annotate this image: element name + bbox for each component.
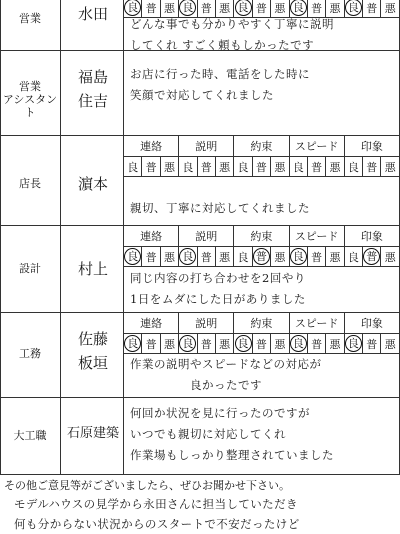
rating-option-label: 普 — [255, 1, 267, 15]
rating-option[interactable] — [142, 247, 160, 267]
rating-table-construction — [123, 312, 400, 354]
rating-option-label: 悪 — [329, 1, 341, 15]
rating-option[interactable] — [179, 334, 197, 354]
rating-option-label: 良 — [237, 160, 249, 174]
rating-option-label: 良 — [347, 160, 359, 174]
rating-option[interactable] — [381, 247, 400, 267]
rating-grade-row — [124, 334, 400, 354]
rating-option-label: 普 — [311, 337, 323, 351]
rating-option[interactable] — [215, 334, 233, 354]
rating-option[interactable] — [363, 247, 381, 267]
rating-option[interactable] — [197, 334, 215, 354]
rating-header: 印象 — [344, 136, 399, 157]
rating-option-label: 悪 — [219, 1, 231, 15]
comment-sales-assistant — [130, 64, 310, 106]
rating-option-label: 悪 — [163, 1, 175, 15]
rating-option[interactable] — [271, 247, 289, 267]
rating-option-label: 普 — [145, 1, 157, 15]
rating-option[interactable] — [271, 157, 289, 177]
staff-name-sales: 水田 — [77, 5, 108, 23]
rating-option-label: 普 — [200, 337, 212, 351]
rating-option-label: 悪 — [274, 250, 286, 264]
rating-option-label: 普 — [145, 160, 157, 174]
rating-grade-row — [124, 247, 400, 267]
role-label-design: 設計 — [19, 262, 41, 275]
rating-option[interactable] — [307, 334, 325, 354]
rating-option[interactable] — [197, 157, 215, 177]
rating-option-label: 悪 — [274, 1, 286, 15]
rating-option[interactable] — [215, 247, 233, 267]
rating-option-label: 普 — [145, 250, 157, 264]
comment-line: モデルハウスの見学から永田さんに担当していただき — [14, 497, 298, 511]
rating-option[interactable] — [271, 334, 289, 354]
rating-option-label: 良 — [182, 160, 194, 174]
rating-option[interactable] — [124, 247, 142, 267]
rating-option-label: 悪 — [329, 337, 341, 351]
rating-header: 約束 — [234, 136, 289, 157]
comment-line: 笑顔で対応してくれました — [130, 88, 274, 102]
rating-header-row — [124, 136, 400, 157]
rating-option-label: 良 — [179, 0, 196, 16]
rating-option-label: 良 — [124, 0, 141, 16]
rating-header-row — [124, 226, 400, 247]
rating-option[interactable] — [289, 157, 307, 177]
rating-option[interactable] — [142, 157, 160, 177]
rating-option[interactable] — [344, 334, 362, 354]
rating-grade-row — [124, 157, 400, 177]
rating-option-label: 悪 — [219, 250, 231, 264]
rating-option[interactable] — [252, 157, 270, 177]
rating-option-label: 悪 — [384, 337, 396, 351]
rating-option[interactable] — [124, 334, 142, 354]
rating-option-label: 悪 — [384, 250, 396, 264]
rating-option-label: 普 — [200, 250, 212, 264]
rating-header: 連絡 — [124, 226, 179, 247]
rating-header: 約束 — [234, 313, 289, 334]
comment-line: 作業の説明やスピードなどの対応が — [130, 357, 322, 371]
rating-header: スピード — [289, 226, 344, 247]
rating-option[interactable] — [344, 157, 362, 177]
rating-option-label: 悪 — [163, 160, 175, 174]
rating-option-label: 普 — [311, 250, 323, 264]
rating-option-label: 普 — [366, 160, 378, 174]
rating-option[interactable] — [124, 157, 142, 177]
role-label-construction: 工務 — [19, 347, 41, 360]
comment-line: どんな事でも分かりやすく丁寧に説明 — [130, 17, 334, 31]
rating-header: 印象 — [344, 313, 399, 334]
rating-option-label: 良 — [292, 160, 304, 174]
rating-option[interactable] — [160, 247, 178, 267]
role-label-store-manager: 店長 — [19, 177, 41, 190]
rating-option[interactable] — [363, 334, 381, 354]
rating-option-label: 普 — [363, 248, 380, 265]
frame-left-border — [0, 0, 1, 474]
comment-line: 作業場もしっかり整理されていました — [130, 448, 334, 462]
comment-carpenter — [130, 403, 334, 466]
rating-option-label: 悪 — [219, 160, 231, 174]
rating-option[interactable] — [234, 157, 252, 177]
rating-option-label: 普 — [255, 337, 267, 351]
role-label-carpenter: 大工職 — [13, 429, 47, 442]
rating-option[interactable] — [160, 157, 178, 177]
rating-header: スピード — [289, 313, 344, 334]
rating-option-label: 普 — [200, 160, 212, 174]
rating-option[interactable] — [215, 157, 233, 177]
rating-option[interactable] — [179, 157, 197, 177]
rating-header: 連絡 — [124, 313, 179, 334]
rating-option-label: 良 — [345, 0, 362, 16]
rating-option[interactable] — [252, 334, 270, 354]
rating-option[interactable] — [344, 0, 362, 18]
comment-line: お店に行った時、電話をした時に — [130, 67, 310, 81]
rating-option-label: 良 — [124, 335, 141, 352]
rating-header: 連絡 — [124, 136, 179, 157]
rating-option-label: 良 — [290, 248, 307, 265]
rating-header: 印象 — [344, 226, 399, 247]
rating-option-label: 悪 — [163, 337, 175, 351]
rating-option[interactable] — [307, 247, 325, 267]
rating-option[interactable] — [381, 0, 400, 18]
rating-option[interactable] — [289, 334, 307, 354]
rating-option[interactable] — [326, 157, 344, 177]
staff-name-sales-assistant: 福島 住吉 — [77, 68, 108, 110]
rating-option[interactable] — [344, 247, 362, 267]
comment-sales — [130, 14, 334, 56]
rating-option-label: 普 — [255, 160, 267, 174]
rating-option[interactable] — [326, 247, 344, 267]
rating-option-label: 悪 — [163, 250, 175, 264]
rating-option[interactable] — [307, 157, 325, 177]
rating-option[interactable] — [381, 334, 400, 354]
comment-construction — [130, 354, 322, 396]
rating-table-design — [123, 225, 400, 267]
staff-name-carpenter: 石原建築 — [66, 426, 119, 441]
rating-option[interactable] — [363, 0, 381, 18]
rating-header: 説明 — [179, 313, 234, 334]
role-column-divider — [60, 0, 61, 474]
role-label-sales-assistant: 営業 アシスタント — [2, 80, 58, 119]
rating-header: 説明 — [179, 226, 234, 247]
rating-option-label: 悪 — [219, 337, 231, 351]
rating-option[interactable] — [289, 247, 307, 267]
rating-option[interactable] — [234, 247, 252, 267]
rating-option-label: 普 — [366, 337, 378, 351]
row-divider — [0, 474, 400, 475]
rating-option-label: 良 — [235, 0, 252, 16]
comment-line: 同じ内容の打ち合わせを2回やり — [130, 271, 306, 285]
role-label-sales: 営業 — [19, 12, 41, 25]
rating-header: 説明 — [179, 136, 234, 157]
rating-option-label: 普 — [366, 1, 378, 15]
rating-option-label: 良 — [290, 335, 307, 352]
rating-option[interactable] — [234, 334, 252, 354]
rating-option-label: 普 — [200, 1, 212, 15]
rating-option-label: 悪 — [274, 337, 286, 351]
rating-option[interactable] — [197, 247, 215, 267]
rating-option[interactable] — [160, 334, 178, 354]
rating-header: 約束 — [234, 226, 289, 247]
comment-design — [130, 268, 306, 310]
rating-option[interactable] — [326, 334, 344, 354]
rating-header: スピード — [289, 136, 344, 157]
rating-option[interactable] — [363, 157, 381, 177]
rating-option-label: 良 — [124, 248, 141, 265]
rating-option[interactable] — [381, 157, 400, 177]
other-comments-text — [14, 494, 300, 534]
rating-header-row — [124, 313, 400, 334]
rating-option-label: 良 — [179, 248, 196, 265]
other-comments-prompt: その他ご意見等がございましたら、ぜひお聞かせ下さい。 — [4, 479, 290, 492]
rating-option[interactable] — [142, 334, 160, 354]
rating-option-label: 良 — [237, 250, 249, 264]
comment-line: いつでも親切に対応してくれ — [130, 427, 286, 441]
rating-option[interactable] — [252, 247, 270, 267]
staff-name-design: 村上 — [77, 260, 108, 278]
comment-line: してくれ すごく頼もしかったです — [130, 38, 315, 52]
rating-option-label: 普 — [145, 337, 157, 351]
rating-option-label: 悪 — [274, 160, 286, 174]
rating-option-label: 悪 — [329, 160, 341, 174]
rating-option-label: 良 — [347, 250, 359, 264]
comment-line: 1日をムダにした日がありました — [130, 292, 306, 306]
comment-line: 何も分からない状況からのスタートで不安だったけど — [14, 517, 300, 531]
rating-option-label: 普 — [253, 248, 270, 265]
comment-line: 良かったです — [190, 378, 262, 392]
comment-store-manager — [130, 198, 310, 219]
comment-line: 何回か状況を見に行ったのですが — [130, 406, 310, 420]
rating-option-label: 良 — [127, 160, 139, 174]
rating-option-label: 悪 — [384, 1, 396, 15]
rating-table-store-manager — [123, 135, 400, 177]
rating-option-label: 良 — [179, 335, 196, 352]
staff-name-construction: 佐藤 板垣 — [77, 330, 108, 372]
rating-option-label: 悪 — [384, 160, 396, 174]
rating-option[interactable] — [179, 247, 197, 267]
rating-option-label: 良 — [290, 0, 307, 16]
rating-option-label: 良 — [345, 335, 362, 352]
rating-option-label: 悪 — [329, 250, 341, 264]
staff-name-store-manager: 濵本 — [77, 175, 108, 193]
rating-option-label: 普 — [311, 1, 323, 15]
comment-line: 親切、丁寧に対応してくれました — [130, 201, 310, 215]
rating-option-label: 良 — [235, 335, 252, 352]
row-divider — [0, 397, 400, 398]
rating-option-label: 普 — [311, 160, 323, 174]
